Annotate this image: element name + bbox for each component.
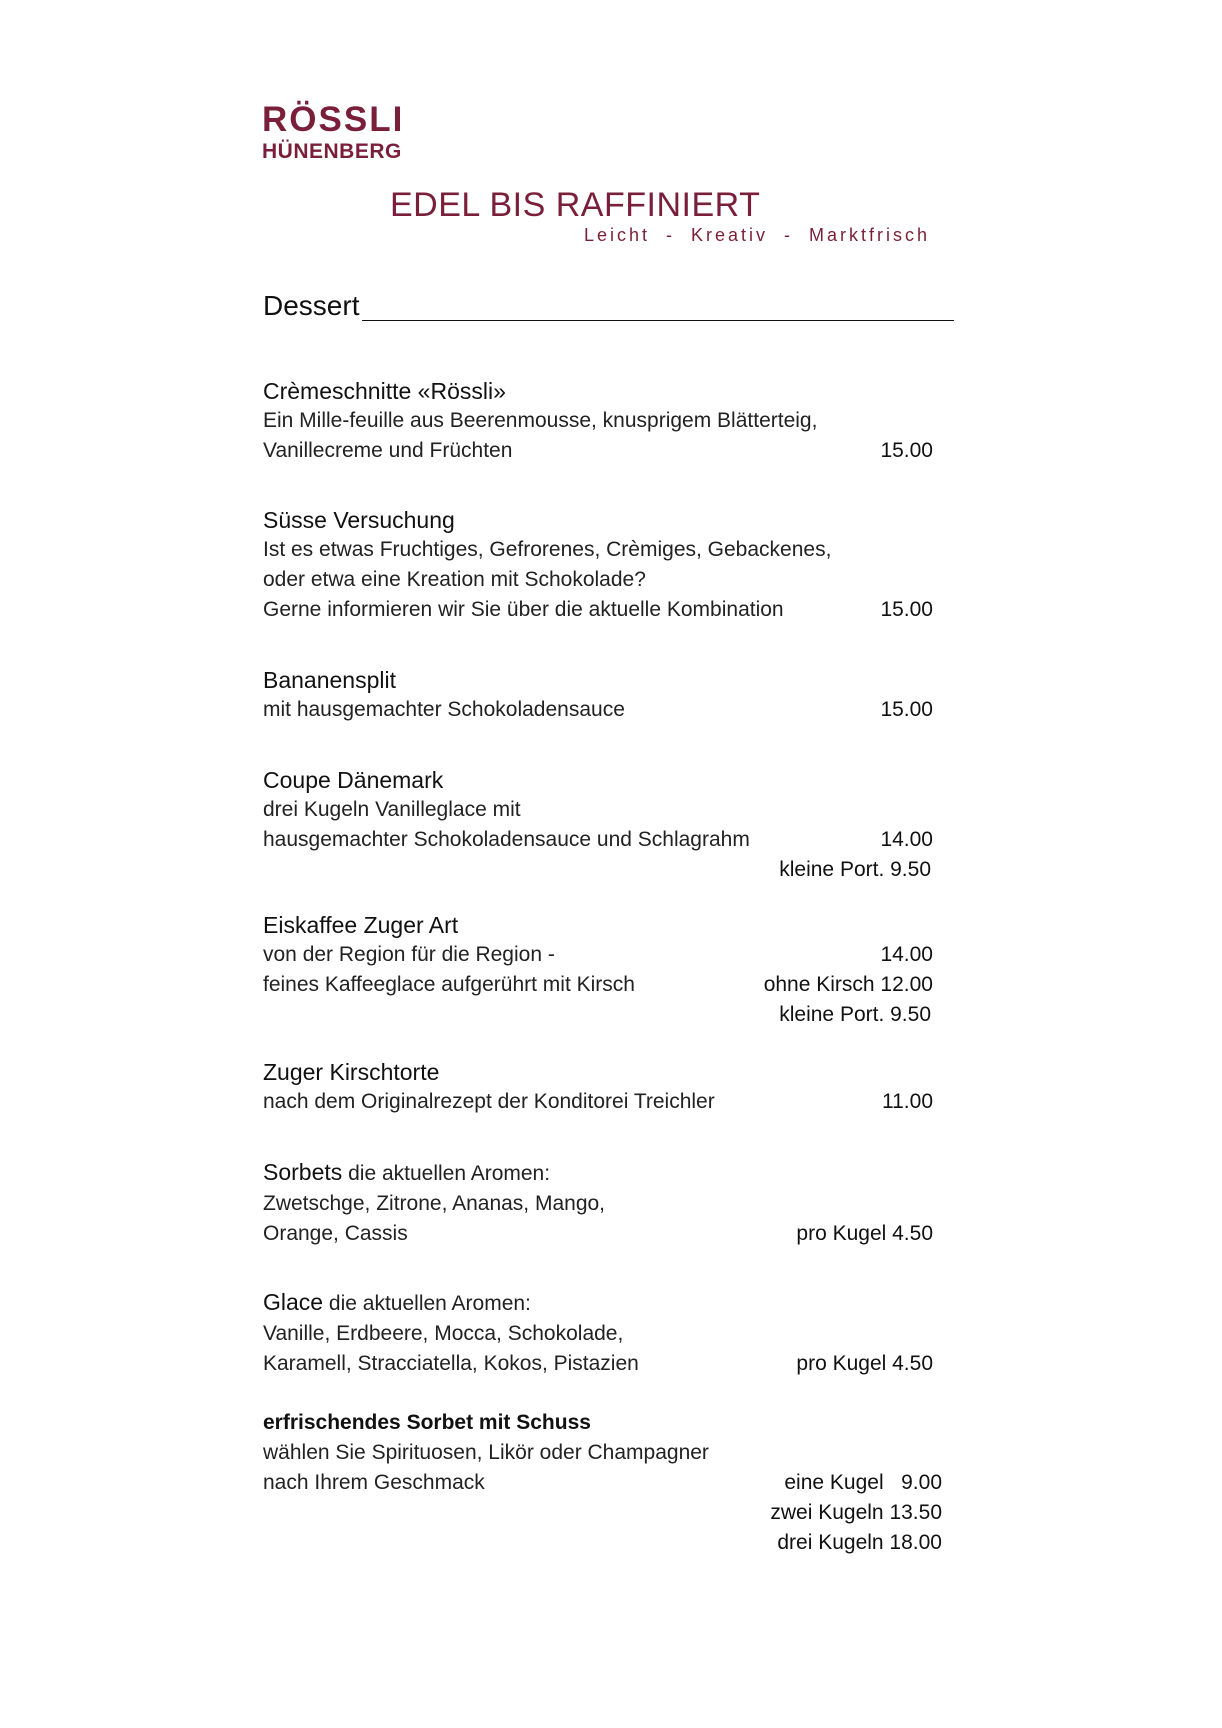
item-price: pro Kugel 4.50 <box>796 1222 933 1245</box>
item-price-variant: ohne Kirsch 12.00 <box>763 973 933 996</box>
item-price: 15.00 <box>880 698 933 721</box>
item-description-text: feines Kaffeeglace aufgerührt mit Kirsch <box>263 973 635 996</box>
item-price: 14.00 <box>880 943 933 966</box>
item-note: die aktuellen Aromen: <box>323 1292 531 1315</box>
section-underline <box>362 320 954 321</box>
item-description-line <box>263 825 963 855</box>
item-price-row <box>263 1498 963 1528</box>
logo <box>262 102 404 162</box>
item-description-text: Orange, Cassis <box>263 1222 408 1245</box>
item-description-line: drei Kugeln Vanilleglace mit <box>263 798 521 821</box>
item-name: Crèmeschnitte «Rössli» <box>263 378 506 404</box>
item-description-text: nach Ihrem Geschmack <box>263 1471 485 1494</box>
item-description-text: Gerne informieren wir Sie über die aktuelle Kombination <box>263 598 784 621</box>
logo-name-line1: RÖSSLI <box>262 100 405 139</box>
item-description-line: Zwetschge, Zitrone, Ananas, Mango, <box>263 1192 606 1215</box>
menu-item-eiskaffee <box>263 910 963 1030</box>
item-description-line: Ein Mille-feuille aus Beerenmousse, knusprigem Blätterteig, <box>263 409 818 432</box>
item-description-text: von der Region für die Region - <box>263 943 555 966</box>
menu-item-sorbet-mit-schuss <box>263 1408 963 1558</box>
item-price: eine Kugel 9.00 <box>784 1471 942 1494</box>
item-description-line <box>263 1349 963 1379</box>
item-name-row <box>263 1157 963 1189</box>
item-note: die aktuellen Aromen: <box>342 1162 551 1185</box>
item-description-text: hausgemachter Schokoladensauce und Schlagrahm <box>263 828 750 851</box>
tagline: Leicht - Kreativ - Marktfrisch <box>584 225 931 245</box>
item-description-line <box>263 970 963 1000</box>
menu-item-sorbets <box>263 1157 963 1249</box>
item-name: Zuger Kirschtorte <box>263 1059 440 1085</box>
item-description-text: Vanillecreme und Früchten <box>263 439 513 462</box>
item-description-text: nach dem Originalrezept der Konditorei Treichler <box>263 1090 715 1113</box>
item-name: erfrischendes Sorbet mit Schuss <box>263 1411 591 1434</box>
item-name: Bananensplit <box>263 667 396 693</box>
menu-item-suesse-versuchung <box>263 505 963 625</box>
item-description-line: wählen Sie Spirituosen, Likör oder Champagner <box>263 1441 709 1464</box>
menu-item-zuger-kirschtorte <box>263 1057 963 1117</box>
item-description-line: Ist es etwas Fruchtiges, Gefrorenes, Crèmiges, Gebackenes, <box>263 538 832 561</box>
item-description-line <box>263 940 963 970</box>
item-price-small: kleine Port. 9.50 <box>779 1003 931 1026</box>
menu-item-cremeschnitte <box>263 376 963 466</box>
item-description-line <box>263 695 963 725</box>
item-description-line: Vanille, Erdbeere, Mocca, Schokolade, <box>263 1322 624 1345</box>
item-price-variant: zwei Kugeln 13.50 <box>770 1501 942 1524</box>
headline: EDEL BIS RAFFINIERT <box>390 186 761 224</box>
item-price: pro Kugel 4.50 <box>796 1352 933 1375</box>
item-description-line <box>263 1219 963 1249</box>
section-title: Dessert <box>263 290 360 321</box>
item-description-line <box>263 1468 963 1498</box>
item-price: 15.00 <box>880 598 933 621</box>
menu-item-bananensplit <box>263 665 963 725</box>
item-description-line <box>263 1087 963 1117</box>
menu-item-glace <box>263 1287 963 1379</box>
item-name: Glace <box>263 1289 324 1315</box>
item-description-text: mit hausgemachter Schokoladensauce <box>263 698 625 721</box>
menu-item-coupe-daenemark <box>263 765 963 885</box>
item-price-variant: drei Kugeln 18.00 <box>777 1531 942 1554</box>
item-price-row <box>263 855 963 885</box>
item-price: 14.00 <box>880 828 933 851</box>
item-name: Süsse Versuchung <box>263 507 455 533</box>
item-name: Eiskaffee Zuger Art <box>263 912 459 938</box>
item-description-line <box>263 595 963 625</box>
item-name-row <box>263 1287 963 1319</box>
item-description-text: Karamell, Stracciatella, Kokos, Pistazien <box>263 1352 639 1375</box>
item-description-line <box>263 436 963 466</box>
item-price-row <box>263 1528 963 1558</box>
item-price-small: kleine Port. 9.50 <box>779 858 931 881</box>
logo-name-line2: HÜNENBERG <box>262 140 402 163</box>
item-price: 11.00 <box>882 1090 933 1113</box>
item-name: Sorbets <box>263 1159 343 1185</box>
item-name: Coupe Dänemark <box>263 767 444 793</box>
item-price: 15.00 <box>880 439 933 462</box>
item-description-line: oder etwa eine Kreation mit Schokolade? <box>263 568 646 591</box>
item-price-row <box>263 1000 963 1030</box>
